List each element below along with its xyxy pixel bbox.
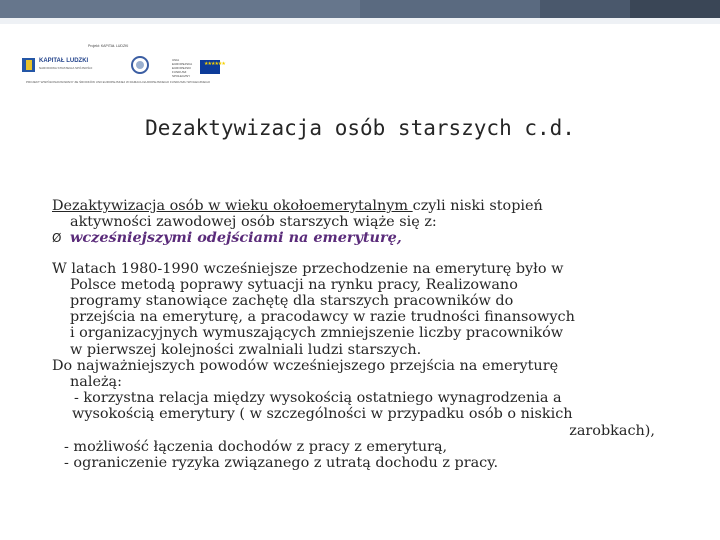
- eu-stars: ★★★★★★: [204, 61, 225, 67]
- paragraph-2-line-4: przejścia na emeryturę, a pracodawcy w razie trudności finansowych: [70, 309, 575, 326]
- paragraph-2-line-2: Polsce metodą poprawy sytuacji na rynku pracy, Realizowano: [70, 276, 518, 293]
- paragraph-2-line-3: programy stanowiące zachętę dla starszych pracowników do: [70, 293, 514, 310]
- eu-logo: [172, 58, 225, 78]
- paragraph-1-underlined: Dezaktywizacja osób w wieku okołoemerytalnym: [52, 198, 413, 214]
- paragraph-2-line-5: i organizacyjnych wymuszających zmniejszenie liczby pracowników: [70, 325, 564, 342]
- arrow-bullet-icon: Ø: [52, 231, 62, 246]
- bullet-item: [52, 230, 687, 246]
- kapital-ludzki-sub: NARODOWA STRATEGIA SPÓJNOŚCI: [39, 66, 93, 70]
- top-bar-segment-1: [0, 0, 360, 18]
- dash-item-2: - możliwość łączenia dochodów z pracy z emeryturą,: [64, 438, 448, 455]
- top-bar-segment-2: [360, 0, 540, 18]
- spacer: [52, 247, 687, 261]
- dash-item-3: - ograniczenie ryzyka związanego z utratą dochodu z pracy.: [64, 455, 499, 472]
- logo-top-text: Projekt: KAPITAŁ LUDZKI: [88, 44, 129, 48]
- paragraph-2-line-1: W latach 1980-1990 wcześniejsze przechodzenie na emeryturę było w: [52, 260, 564, 277]
- logo-strip: [22, 44, 225, 90]
- paragraph-3-line-2: należą:: [70, 374, 122, 391]
- paragraph-2-line-6: w pierwszej kolejności zwalniali ludzi starszych.: [70, 341, 422, 358]
- logo-footnote: PROJEKT WSPÓŁFINANSOWANY ZE ŚRODKÓW UNII EUROPEJSKIEJ W RAMACH EUROPEJSKIEGO FUNDUSZU SPOŁECZNEGO: [26, 80, 211, 84]
- paragraph-1-rest: czyli niski stopień: [412, 198, 543, 214]
- emblem-inner-icon: [136, 61, 144, 69]
- dash-item-1-line-2: wysokością emerytury ( w szczególności w przypadku osób o niskich: [72, 406, 573, 423]
- top-bar-segment-4: [630, 0, 720, 18]
- top-bar: [0, 0, 720, 18]
- slide-title: Dezaktywizacja osób starszych c.d.: [145, 116, 575, 140]
- institution-logo: [115, 48, 165, 80]
- bullet-text: wcześniejszymi odejściami na emeryturę,: [70, 229, 402, 247]
- slide-body: [52, 198, 687, 471]
- eu-flag-icon: [200, 60, 225, 74]
- kapital-ludzki-text: KAPITAŁ LUDZKI: [39, 58, 89, 64]
- paragraph-1: [52, 198, 687, 214]
- paragraph-3-line-1: Do najważniejszych powodów wcześniejszego przejścia na emeryturę: [52, 357, 559, 374]
- dash-item-1-line-3: zarobkach),: [569, 422, 655, 439]
- paragraph-1-line-2: aktywności zawodowej osób starszych wiąże się z:: [70, 214, 437, 231]
- kapital-ludzki-logo: [22, 56, 93, 76]
- flag-icon-accent: [26, 60, 32, 70]
- eu-logo-text: UNIA EUROPEJSKA EUROPEJSKI FUNDUSZ SPOŁECZNY: [172, 58, 193, 78]
- top-bar-accent: [0, 18, 720, 24]
- top-bar-segment-3: [540, 0, 630, 18]
- dash-item-1-line-1: - korzystna relacja między wysokością ostatniego wynagrodzenia a: [74, 390, 562, 407]
